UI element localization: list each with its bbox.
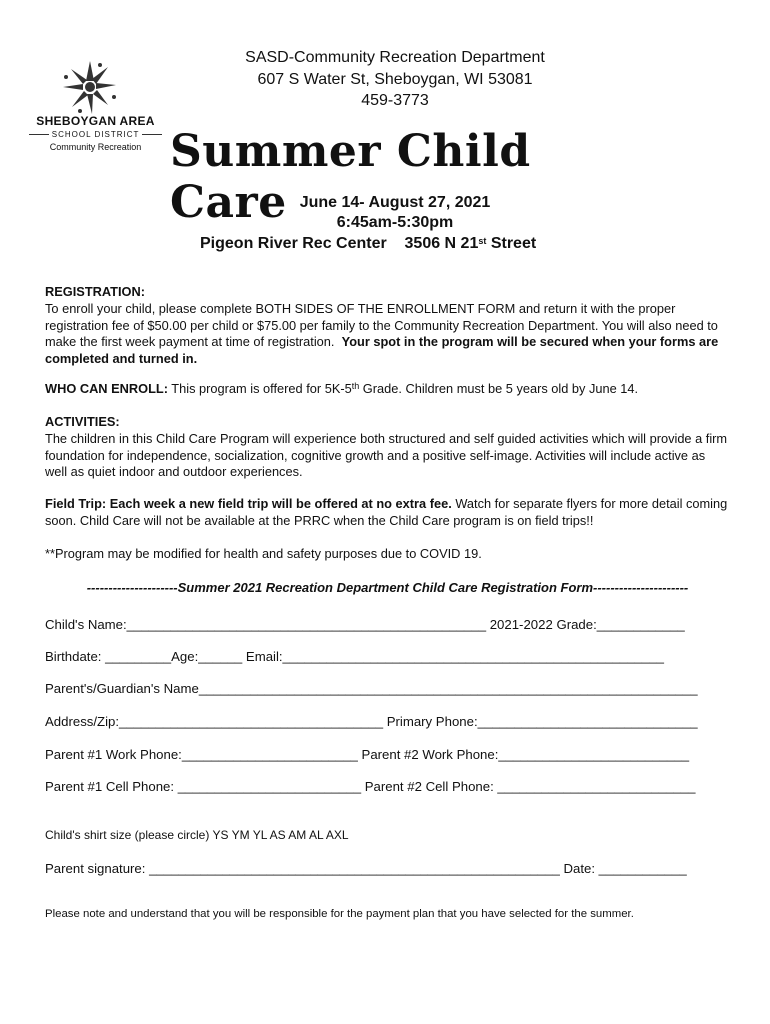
address-phone-field[interactable]: Address/Zip:____________________________________ Primary Phone:______________________________ (45, 714, 698, 729)
program-hours: 6:45am-5:30pm (336, 214, 454, 231)
childs-name-field[interactable]: Child's Name:_________________________________________________ 2021-2022 Grade:____________ (45, 617, 685, 632)
header-phone: 459-3773 (361, 92, 429, 109)
guardian-name-field[interactable]: Parent's/Guardian's Name____________________________________________________________________ (45, 681, 698, 696)
page-title: Summer Child Care (170, 126, 531, 228)
payment-note: Please note and understand that you will be responsible for the payment plan that you have selected for the summer. (45, 908, 634, 920)
program-location: Pigeon River Rec Center 3506 N 21st Street (200, 235, 537, 252)
birthdate-email-field[interactable]: Birthdate: _________Age:______ Email:____________________________________________________ (45, 649, 664, 664)
logo-org-sub: SCHOOL DISTRICT (28, 130, 163, 139)
activities-heading: ACTIVITIES: (45, 414, 120, 429)
registration-bold: Your spot in the program will be secured when your forms are completed and turned in. (45, 334, 719, 367)
activities-section (45, 414, 730, 481)
district-logo (28, 52, 163, 162)
registration-body: To enroll your child, please complete BOTH SIDES OF THE ENROLLMENT FORM and return it with the proper registration fee of $50.00 per child or $75.00 per family to the Community Recreation Department. You will also need to make the first week payment at time of registration. (45, 300, 718, 350)
logo-org-dept: Community Recreation (49, 142, 142, 152)
registration-section (45, 284, 730, 368)
form-divider: ---------------------Summer 2021 Recreation Department Child Care Registration Form---------------------- (86, 580, 689, 595)
enroll-section: WHO CAN ENROLL: This program is offered for 5K-5th Grade. Children must be 5 years old by June 14. (45, 381, 639, 396)
registration-heading: REGISTRATION: (45, 284, 146, 299)
activities-body: The children in this Child Care Program will experience both structured and self guided activities which will provide a firm foundation for independence, socialization, cognitive growth and a positive self-image. Activities will include active as well as quiet indoor and outdoor experiences. (45, 430, 728, 480)
shirt-size-field[interactable]: Child's shirt size (please circle) YS YM YL AS AM AL AXL (45, 828, 349, 842)
cell-phone-fields[interactable]: Parent #1 Cell Phone: _________________________ Parent #2 Cell Phone: ___________________________ (45, 779, 696, 794)
logo-org-name: SHEBOYGAN AREA (36, 114, 155, 128)
covid-note: **Program may be modified for health and safety purposes due to COVID 19. (45, 546, 482, 561)
program-dates: June 14- August 27, 2021 (299, 194, 491, 211)
header-address: 607 S Water St, Sheboygan, WI 53081 (257, 71, 533, 88)
work-phone-fields[interactable]: Parent #1 Work Phone:________________________ Parent #2 Work Phone:__________________________ (45, 747, 690, 762)
field-trip-section: Field Trip: Each week a new field trip will be offered at no extra fee. Watch for separate flyers for more detail coming soon. Child Care will not be available at the PRRC when the Child Care program is on field trips!! (45, 496, 728, 528)
header-dept: SASD-Community Recreation Department (245, 49, 545, 66)
signature-field[interactable]: Parent signature: ________________________________________________________ Date: ____________ (45, 861, 687, 876)
